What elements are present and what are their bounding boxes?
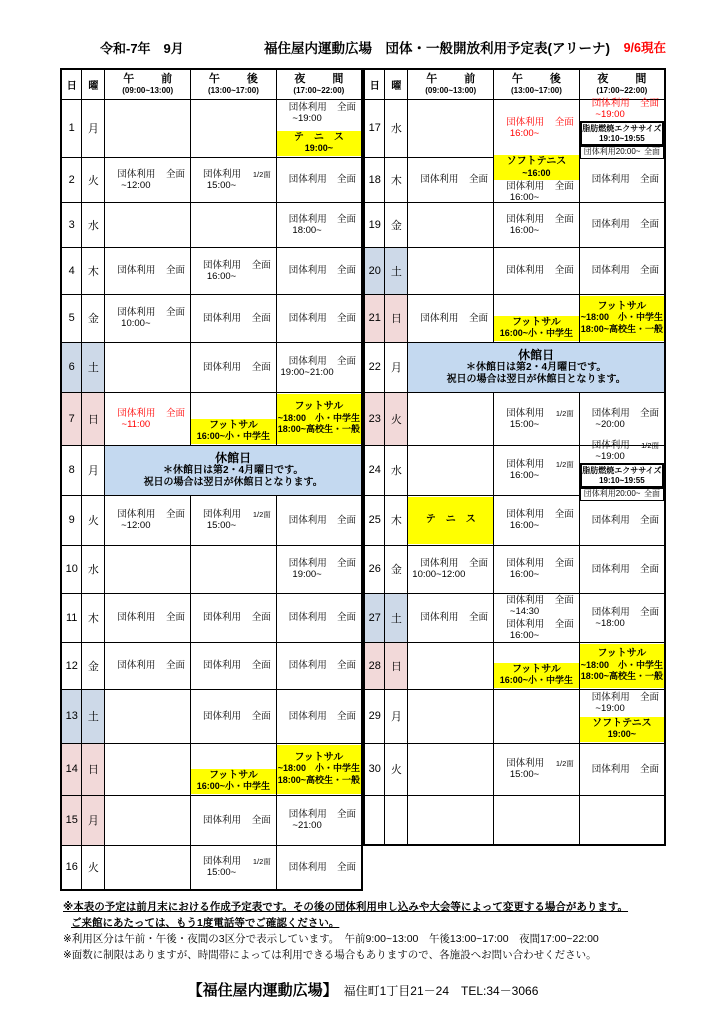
weekday-cell: 土: [385, 593, 408, 642]
era-month-label: 令和-7年 9月: [100, 41, 184, 56]
day-cell: 13: [61, 689, 82, 743]
closed-title: 休館日: [518, 347, 555, 362]
schedule-cell: [408, 689, 494, 743]
event-entry: テ ニ ス 19:00~: [277, 131, 361, 156]
usage-entry: 団体利用 全面 ~19:00: [591, 98, 659, 121]
usage-entry: 団体利用 全面: [420, 312, 489, 324]
day-cell: 15: [61, 795, 82, 845]
usage-entry: 団体利用 全面: [203, 660, 271, 671]
schedule-cell: [105, 157, 191, 202]
weekday-cell: 木: [82, 593, 105, 642]
usage-entry: 団体利用 全面: [591, 514, 659, 526]
schedule-cell: [494, 202, 580, 247]
closed-note: 祝日の場合は翌日が休館日となります。: [143, 477, 323, 488]
schedule-cell: [408, 202, 494, 247]
usage-entry: 団体利用 全面 16:00~: [506, 509, 574, 531]
usage-entry: 団体利用 全面: [591, 763, 659, 775]
page-title: 福住屋内運動広場 団体・一般開放利用予定表(アリーナ): [264, 41, 610, 56]
schedule-cell: [276, 99, 362, 157]
sheet-content: [60, 36, 666, 1000]
usage-entry: 団体利用 全面: [117, 265, 186, 276]
event-entry: テ ニ ス: [408, 497, 493, 544]
table-row: [364, 495, 665, 545]
schedule-cell: [579, 294, 665, 342]
col-header-evening: 夜 間 (17:00~22:00): [579, 69, 665, 99]
schedule-cell: [105, 495, 191, 545]
table-row: [364, 247, 665, 294]
schedule-cell: [276, 545, 362, 593]
title-bar: [60, 36, 666, 62]
usage-entry: 団体利用 1/2面 15:00~: [203, 856, 271, 879]
weekday-cell: 日: [82, 743, 105, 795]
schedule-cell: [191, 642, 277, 689]
day-cell: [364, 795, 385, 845]
table-row: [61, 445, 362, 495]
exercise-entry: 脂肪燃焼エクササイズ 19:10~19:55: [580, 121, 664, 146]
schedule-cell: [191, 545, 277, 593]
usage-entry: 団体利用 全面: [591, 174, 659, 185]
usage-entry: 団体利用 全面: [117, 612, 186, 623]
note-line-1: ※本表の予定は前月末における作成予定表です。その後の団体利用申し込みや大会等によって変更する場合があります。: [63, 901, 629, 913]
as-of-date: 9/6現在: [623, 41, 666, 55]
day-cell: 25: [364, 495, 385, 545]
event-entry: フットサル ~18:00 小・中学生 18:00~高校生・一般: [277, 394, 361, 444]
usage-entry: 団体利用 全面 16:00~: [506, 181, 574, 203]
facility-name: 【福住屋内運動広場】: [187, 982, 338, 999]
schedule-cell: [105, 593, 191, 642]
schedule-cell: [494, 689, 580, 743]
schedule-cell: [579, 247, 665, 294]
event-entry: フットサル 16:00~小・中学生: [191, 769, 276, 794]
schedule-cell: [105, 202, 191, 247]
table-row: [364, 99, 665, 157]
note-line-3: ※利用区分は午前・午後・夜間の3区分で表示しています。 午前9:00~13:00 午後13:00~17:00 夜間17:00~22:00: [63, 933, 599, 945]
weekday-cell: 月: [385, 342, 408, 392]
weekday-cell: [385, 795, 408, 845]
col-header-weekday: 曜: [82, 69, 105, 99]
schedule-cell: [191, 845, 277, 890]
schedule-cell: [105, 342, 191, 392]
usage-entry: 団体利用 全面 10:00~12:00: [412, 558, 489, 580]
day-cell: 1: [61, 99, 82, 157]
weekday-cell: 月: [385, 689, 408, 743]
schedule-cell: [579, 593, 665, 642]
schedule-cell: [191, 157, 277, 202]
usage-entry: 団体利用 全面 ~21:00: [288, 809, 356, 831]
col-header-afternoon: 午 後 (13:00~17:00): [191, 69, 277, 99]
schedule-cell: [408, 247, 494, 294]
day-cell: 3: [61, 202, 82, 247]
day-cell: 5: [61, 294, 82, 342]
usage-entry: 団体利用 全面: [203, 814, 271, 826]
schedule-cell: [276, 795, 362, 845]
schedule-cell: [494, 545, 580, 593]
weekday-cell: 土: [82, 689, 105, 743]
schedule-cell: [408, 545, 494, 593]
closed-note: ＊休館日は第2・4月曜日です。: [466, 361, 607, 373]
schedule-cell: [494, 445, 580, 495]
usage-entry: 団体利用 全面: [420, 174, 489, 185]
usage-entry: 団体利用 全面: [288, 312, 356, 324]
schedule-cell: [276, 689, 362, 743]
schedule-cell: [105, 795, 191, 845]
schedule-cell: [105, 294, 191, 342]
table-row: [364, 795, 665, 845]
schedule-cell: [579, 743, 665, 795]
table-row: [61, 689, 362, 743]
table-row: [61, 545, 362, 593]
usage-entry: 団体利用 1/2面 15:00~: [506, 758, 574, 780]
usage-entry: 団体利用 全面 19:00~21:00: [280, 356, 356, 378]
schedule-cell: [276, 642, 362, 689]
usage-entry: 団体利用 全面 ~12:00: [117, 509, 186, 531]
table-row: [61, 247, 362, 294]
usage-entry: 団体利用 1/2面 15:00~: [203, 168, 271, 191]
usage-entry: 団体利用 全面: [591, 265, 659, 276]
note-line-2: ご来館にあたっては、もう1度電話等でご確認ください。: [71, 917, 340, 929]
table-row: [364, 545, 665, 593]
table-row: [61, 202, 362, 247]
day-cell: 12: [61, 642, 82, 689]
weekday-cell: 火: [82, 495, 105, 545]
schedule-cell: [276, 392, 362, 445]
schedule-cell: [191, 342, 277, 392]
usage-entry: 団体利用 全面: [288, 710, 356, 722]
event-entry: フットサル ~18:00 小・中学生 18:00~高校生・一般: [277, 745, 361, 794]
header-row: [61, 69, 362, 99]
table-row: [61, 99, 362, 157]
day-cell: 16: [61, 845, 82, 890]
schedule-cell: [191, 247, 277, 294]
schedule-cell: [191, 743, 277, 795]
closed-title: 休館日: [215, 450, 252, 465]
usage-entry: 団体利用 全面: [288, 174, 356, 185]
event-entry: ソフトテニス 19:00~: [580, 717, 664, 742]
day-cell: 4: [61, 247, 82, 294]
usage-entry: 団体利用 全面 19:00~: [288, 558, 356, 580]
table-row: [61, 392, 362, 445]
event-entry: フットサル ~18:00 小・中学生 18:00~高校生・一般: [580, 296, 664, 341]
day-cell: 28: [364, 642, 385, 689]
day-cell: 24: [364, 445, 385, 495]
usage-entry: 団体利用 全面 ~18:00: [591, 606, 659, 629]
col-header-morning: 午 前 (09:00~13:00): [408, 69, 494, 99]
schedule-table-left: [60, 68, 363, 891]
schedule-cell: [105, 247, 191, 294]
schedule-cell: [191, 495, 277, 545]
day-cell: 8: [61, 445, 82, 495]
weekday-cell: 月: [82, 795, 105, 845]
schedule-cell: [276, 743, 362, 795]
schedule-cell: [191, 202, 277, 247]
event-entry: フットサル ~18:00 小・中学生 18:00~高校生・一般: [580, 644, 664, 688]
weekday-cell: 日: [82, 392, 105, 445]
closed-banner-cell: [105, 445, 362, 495]
table-row: [61, 342, 362, 392]
usage-entry: 団体利用 全面: [203, 312, 271, 324]
col-header-evening: 夜 間 (17:00~22:00): [276, 69, 362, 99]
table-row: [364, 202, 665, 247]
weekday-cell: 木: [385, 157, 408, 202]
col-header-day: 日: [61, 69, 82, 99]
exercise-entry: 脂肪燃焼エクササイズ 19:10~19:55: [580, 463, 664, 488]
schedule-cell: [579, 545, 665, 593]
closed-note: 祝日の場合は翌日が休館日となります。: [446, 374, 626, 385]
usage-entry: 団体利用 全面: [288, 265, 356, 276]
usage-entry: 団体利用20:00~ 全面: [580, 146, 664, 159]
schedule-cell: [276, 202, 362, 247]
day-cell: 2: [61, 157, 82, 202]
usage-entry: 団体利用 全面: [420, 612, 489, 623]
notes-section: [60, 899, 666, 963]
table-row: [61, 157, 362, 202]
usage-entry: 団体利用 全面: [591, 563, 659, 575]
schedule-cell: [191, 689, 277, 743]
schedule-cell: [105, 392, 191, 445]
schedule-cell: [408, 445, 494, 495]
schedule-cell: [579, 202, 665, 247]
usage-entry: 団体利用 全面 ~19:00: [591, 691, 659, 714]
schedule-cell: [191, 593, 277, 642]
weekday-cell: 月: [82, 99, 105, 157]
day-cell: 17: [364, 99, 385, 157]
usage-entry: 団体利用 全面 16:00~: [506, 618, 574, 641]
table-row: [364, 294, 665, 342]
usage-entry: 団体利用 全面: [203, 710, 271, 722]
usage-entry: 団体利用 全面: [506, 265, 574, 276]
weekday-cell: 水: [82, 202, 105, 247]
usage-entry: 団体利用 全面 16:00~: [506, 117, 574, 139]
usage-entry: 団体利用 全面: [288, 612, 356, 623]
usage-entry: 団体利用 全面 ~14:30: [506, 594, 574, 617]
col-header-morning: 午 前 (09:00~13:00): [105, 69, 191, 99]
weekday-cell: 木: [385, 495, 408, 545]
schedule-cell: [579, 642, 665, 689]
day-cell: 7: [61, 392, 82, 445]
facility-address: 福住町1丁目21－24 TEL:34－3066: [343, 984, 539, 998]
col-header-weekday: 曜: [385, 69, 408, 99]
weekday-cell: 火: [385, 743, 408, 795]
schedule-cell: [105, 545, 191, 593]
usage-entry: 団体利用 1/2面 ~19:00: [591, 440, 659, 463]
day-cell: 10: [61, 545, 82, 593]
weekday-cell: 日: [385, 642, 408, 689]
schedule-cell: [579, 440, 665, 499]
schedule-cell: [494, 495, 580, 545]
table-row: [61, 593, 362, 642]
schedule-cell: [408, 157, 494, 202]
schedule-cell: [276, 342, 362, 392]
schedule-cell: [408, 99, 494, 157]
event-entry: フットサル 16:00~小・中学生: [494, 663, 579, 688]
day-cell: 18: [364, 157, 385, 202]
schedule-cell: [276, 495, 362, 545]
schedule-cell: [105, 743, 191, 795]
usage-entry: 団体利用 全面: [203, 612, 271, 623]
schedule-cell: [494, 247, 580, 294]
usage-entry: 団体利用 1/2面 15:00~: [203, 509, 271, 531]
usage-entry: 団体利用 全面: [288, 861, 356, 873]
table-row: [364, 157, 665, 202]
usage-entry: 団体利用 全面 18:00~: [288, 213, 356, 236]
usage-entry: 団体利用 1/2面 15:00~: [506, 407, 574, 430]
weekday-cell: 水: [82, 545, 105, 593]
table-row: [61, 495, 362, 545]
weekday-cell: 木: [82, 247, 105, 294]
schedule-cell: [105, 845, 191, 890]
schedule-cell: [408, 294, 494, 342]
usage-entry: 団体利用 全面 ~20:00: [591, 407, 659, 430]
weekday-cell: 火: [82, 157, 105, 202]
schedule-cell: [494, 99, 580, 157]
note-line-4: ※面数に制限はありますが、時間帯によっては利用できる場合もありますので、各施設へお問い合わせください。: [63, 949, 597, 961]
schedule-cell: [579, 495, 665, 545]
day-cell: 29: [364, 689, 385, 743]
day-cell: 21: [364, 294, 385, 342]
table-row: [364, 445, 665, 495]
closed-note: ＊休館日は第2・4月曜日です。: [163, 464, 304, 476]
usage-entry: 団体利用 全面 ~12:00: [117, 168, 186, 191]
schedule-cell: [494, 392, 580, 445]
usage-entry: 団体利用 1/2面 16:00~: [506, 459, 574, 481]
usage-entry: 団体利用 全面 ~11:00: [117, 407, 186, 430]
event-entry: ソフトテニス ~16:00: [494, 155, 579, 180]
usage-entry: 団体利用 全面: [117, 660, 186, 671]
schedule-cell: [191, 795, 277, 845]
weekday-cell: 火: [82, 845, 105, 890]
schedule-cell: [105, 99, 191, 157]
event-entry: フットサル 16:00~小・中学生: [494, 316, 579, 341]
schedule-cell: [579, 795, 665, 845]
weekday-cell: 土: [385, 247, 408, 294]
weekday-cell: 日: [385, 294, 408, 342]
usage-entry: 団体利用 全面: [288, 514, 356, 526]
schedule-tables: [60, 68, 666, 891]
schedule-cell: [494, 593, 580, 642]
weekday-cell: 金: [385, 545, 408, 593]
schedule-cell: [191, 294, 277, 342]
event-entry: フットサル 16:00~小・中学生: [191, 419, 276, 444]
table-row: [364, 342, 665, 392]
day-cell: 14: [61, 743, 82, 795]
weekday-cell: 金: [385, 202, 408, 247]
weekday-cell: 金: [82, 294, 105, 342]
weekday-cell: 水: [385, 445, 408, 495]
schedule-cell: [579, 392, 665, 445]
schedule-cell: [276, 157, 362, 202]
schedule-cell: [105, 642, 191, 689]
schedule-cell: [579, 157, 665, 202]
header-row: [364, 69, 665, 99]
table-row: [61, 642, 362, 689]
table-row: [364, 593, 665, 642]
schedule-cell: [276, 593, 362, 642]
usage-entry: 団体利用 全面 ~19:00: [288, 101, 356, 124]
usage-entry: 団体利用 全面 16:00~: [203, 259, 271, 282]
closed-banner: [408, 344, 664, 391]
table-row: [61, 845, 362, 890]
day-cell: 6: [61, 342, 82, 392]
schedule-cell: [579, 689, 665, 743]
schedule-cell: [408, 495, 494, 545]
weekday-cell: 月: [82, 445, 105, 495]
table-row: [364, 392, 665, 445]
day-cell: 22: [364, 342, 385, 392]
usage-entry: 団体利用 全面 16:00~: [506, 213, 574, 236]
table-row: [364, 689, 665, 743]
schedule-cell: [494, 795, 580, 845]
schedule-table-right: [363, 68, 666, 846]
weekday-cell: 土: [82, 342, 105, 392]
usage-entry: 団体利用20:00~ 全面: [580, 488, 664, 501]
schedule-cell: [191, 99, 277, 157]
day-cell: 20: [364, 247, 385, 294]
day-cell: 26: [364, 545, 385, 593]
day-cell: 23: [364, 392, 385, 445]
day-cell: 27: [364, 593, 385, 642]
usage-entry: 団体利用 全面 10:00~: [117, 307, 186, 329]
usage-entry: 団体利用 全面: [203, 361, 271, 373]
col-header-afternoon: 午 後 (13:00~17:00): [494, 69, 580, 99]
usage-entry: 団体利用 全面: [591, 219, 659, 230]
schedule-cell: [191, 392, 277, 445]
schedule-cell: [579, 99, 665, 157]
day-cell: 9: [61, 495, 82, 545]
schedule-cell: [276, 247, 362, 294]
closed-banner: [105, 447, 361, 494]
schedule-cell: [408, 642, 494, 689]
day-cell: 11: [61, 593, 82, 642]
table-row: [364, 743, 665, 795]
weekday-cell: 火: [385, 392, 408, 445]
weekday-cell: 金: [82, 642, 105, 689]
schedule-cell: [494, 294, 580, 342]
schedule-cell: [276, 845, 362, 890]
usage-entry: 団体利用 全面: [288, 660, 356, 671]
schedule-cell: [408, 743, 494, 795]
closed-banner-cell: [408, 342, 665, 392]
col-header-day: 日: [364, 69, 385, 99]
table-row: [364, 642, 665, 689]
table-row: [61, 795, 362, 845]
usage-entry: 団体利用 全面 16:00~: [506, 558, 574, 580]
schedule-cell: [408, 593, 494, 642]
day-cell: 19: [364, 202, 385, 247]
schedule-cell: [276, 294, 362, 342]
schedule-cell: [494, 743, 580, 795]
schedule-cell: [494, 642, 580, 689]
weekday-cell: 水: [385, 99, 408, 157]
schedule-cell: [494, 157, 580, 202]
table-row: [61, 294, 362, 342]
table-row: [61, 743, 362, 795]
facility-footer: [60, 979, 666, 1000]
schedule-cell: [408, 795, 494, 845]
schedule-cell: [105, 689, 191, 743]
schedule-cell: [408, 392, 494, 445]
day-cell: 30: [364, 743, 385, 795]
